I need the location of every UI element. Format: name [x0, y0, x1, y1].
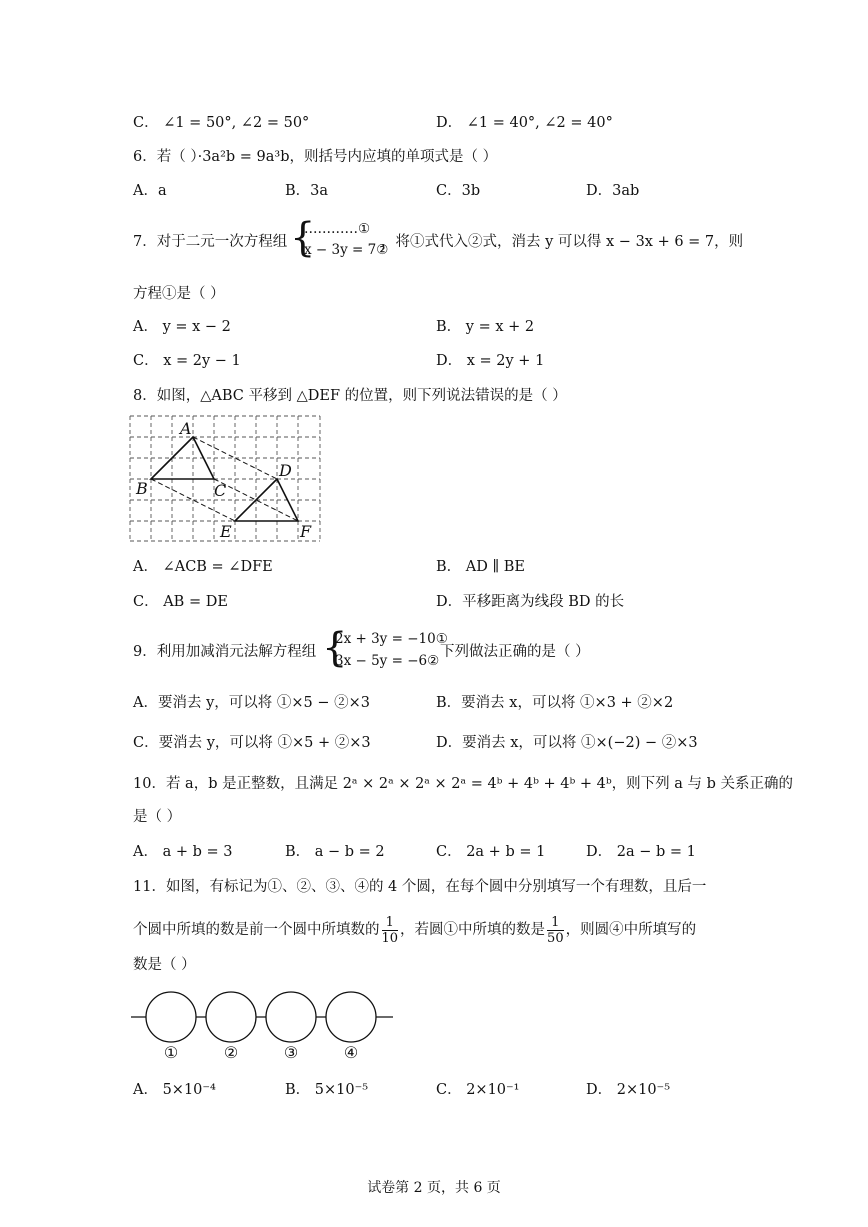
q10-option-c: C． 2a + b = 1 — [436, 844, 546, 860]
circle-4 — [326, 992, 376, 1042]
q6-option-b: B．3a — [285, 183, 329, 199]
q6-stem: 6．若（ ）·3a²b = 9a³b，则括号内应填的单项式是（ ） — [133, 149, 498, 165]
q7-prefix: 7．对于二元一次方程组 — [133, 234, 288, 250]
q10-option-d: D． 2a − b = 1 — [586, 844, 696, 860]
q7-eq-row2: x − 3y = 7② — [304, 242, 389, 258]
q8-option-b: B． AD ∥ BE — [436, 559, 526, 575]
q11-line1: 11．如图，有标记为①、②、③、④的 4 个圆，在每个圆中分别填写一个有理数，且后一 — [133, 879, 707, 895]
q7-option-a: A． y = x − 2 — [133, 319, 231, 335]
q9-brace: { — [322, 625, 348, 671]
q11-line3: 数是（ ） — [133, 957, 196, 973]
q9-option-b: B．要消去 x，可以将 ①×3 + ②×2 — [436, 695, 674, 711]
fraction-one-fiftieth — [547, 915, 564, 946]
circle-label-2: ② — [223, 1043, 239, 1062]
q6-option-a: A．a — [133, 183, 167, 199]
q8-option-d: D．平移距离为线段 BD 的长 — [436, 594, 625, 610]
q9-eq-row2: 3x − 5y = −6② — [335, 653, 440, 669]
q9-option-a: A．要消去 y，可以将 ①×5 − ②×3 — [133, 695, 370, 711]
label-a: A — [180, 419, 192, 438]
label-c: C — [214, 481, 227, 500]
q11-option-d: D． 2×10⁻⁵ — [586, 1082, 671, 1098]
q11-line2-part-a: 个圆中所填的数是前一个圆中所填数的 — [133, 922, 380, 938]
q11-line2 — [133, 912, 696, 948]
q9-option-d: D．要消去 x，可以将 ①×(−2) − ②×3 — [436, 735, 698, 751]
q11-line2-part-c: ，则圆④中所填写的 — [565, 922, 697, 938]
q8-option-c: C． AB = DE — [133, 594, 228, 610]
q11-option-a: A． 5×10⁻⁴ — [133, 1082, 216, 1098]
frac2-numerator: 1 — [547, 915, 564, 931]
circle-1 — [146, 992, 196, 1042]
q6-option-d: D．3ab — [586, 183, 640, 199]
q9-eq-row1: 2x + 3y = −10① — [335, 631, 448, 647]
circle-label-3: ③ — [283, 1043, 299, 1062]
q10-line2: 是（ ） — [133, 809, 182, 825]
circle-3 — [266, 992, 316, 1042]
q8-stem: 8．如图，△ABC 平移到 △DEF 的位置，则下列说法错误的是（ ） — [133, 388, 567, 404]
q10-line1: 10．若 a，b 是正整数，且满足 2ᵃ × 2ᵃ × 2ᵃ × 2ᵃ = 4ᵇ + 4ᵇ + 4ᵇ + 4ᵇ，则下列 a 与 b 关系正确的 — [133, 776, 794, 792]
q7-brace: { — [290, 215, 316, 261]
q7-line2: 方程①是（ ） — [133, 286, 225, 302]
q10-option-a: A． a + b = 3 — [133, 844, 233, 860]
label-d: D — [279, 461, 292, 480]
label-e: E — [220, 522, 232, 541]
q10-option-b: B． a − b = 2 — [285, 844, 385, 860]
q8-grid-figure — [128, 414, 324, 544]
q9-prefix: 9．利用加减消元法解方程组 — [133, 644, 317, 660]
label-f: F — [300, 522, 312, 541]
q11-line2-part-b: ，若圆①中所填的数是 — [400, 922, 546, 938]
q9-suffix: 下列做法正确的是（ ） — [440, 644, 590, 660]
q5-option-c: C． ∠1 = 50°, ∠2 = 50° — [133, 115, 310, 131]
page-footer: 试卷第 2 页，共 6 页 — [367, 1180, 501, 1196]
q8-option-a: A． ∠ACB = ∠DFE — [133, 559, 273, 575]
q7-option-d: D． x = 2y + 1 — [436, 353, 545, 369]
frac1-numerator: 1 — [382, 915, 399, 931]
q5-option-d: D． ∠1 = 40°, ∠2 = 40° — [436, 115, 613, 131]
label-b: B — [136, 479, 148, 498]
circle-2 — [206, 992, 256, 1042]
q9-option-c: C．要消去 y，可以将 ①×5 + ②×3 — [133, 735, 371, 751]
q11-circles-figure — [128, 988, 398, 1063]
q7-option-b: B． y = x + 2 — [436, 319, 535, 335]
fraction-one-tenth — [382, 915, 399, 946]
q11-option-c: C． 2×10⁻¹ — [436, 1082, 520, 1098]
circle-label-4: ④ — [343, 1043, 359, 1062]
circle-label-1: ① — [163, 1043, 179, 1062]
frac2-denominator: 50 — [547, 930, 564, 946]
q11-option-b: B． 5×10⁻⁵ — [285, 1082, 369, 1098]
q7-option-c: C． x = 2y − 1 — [133, 353, 241, 369]
q7-eq-row1: …………① — [304, 221, 371, 237]
q7-suffix: ，将①式代入②式，消去 y 可以得 x − 3x + 6 = 7，则 — [381, 234, 744, 250]
q6-option-c: C．3b — [436, 183, 481, 199]
frac1-denominator: 10 — [381, 930, 399, 946]
